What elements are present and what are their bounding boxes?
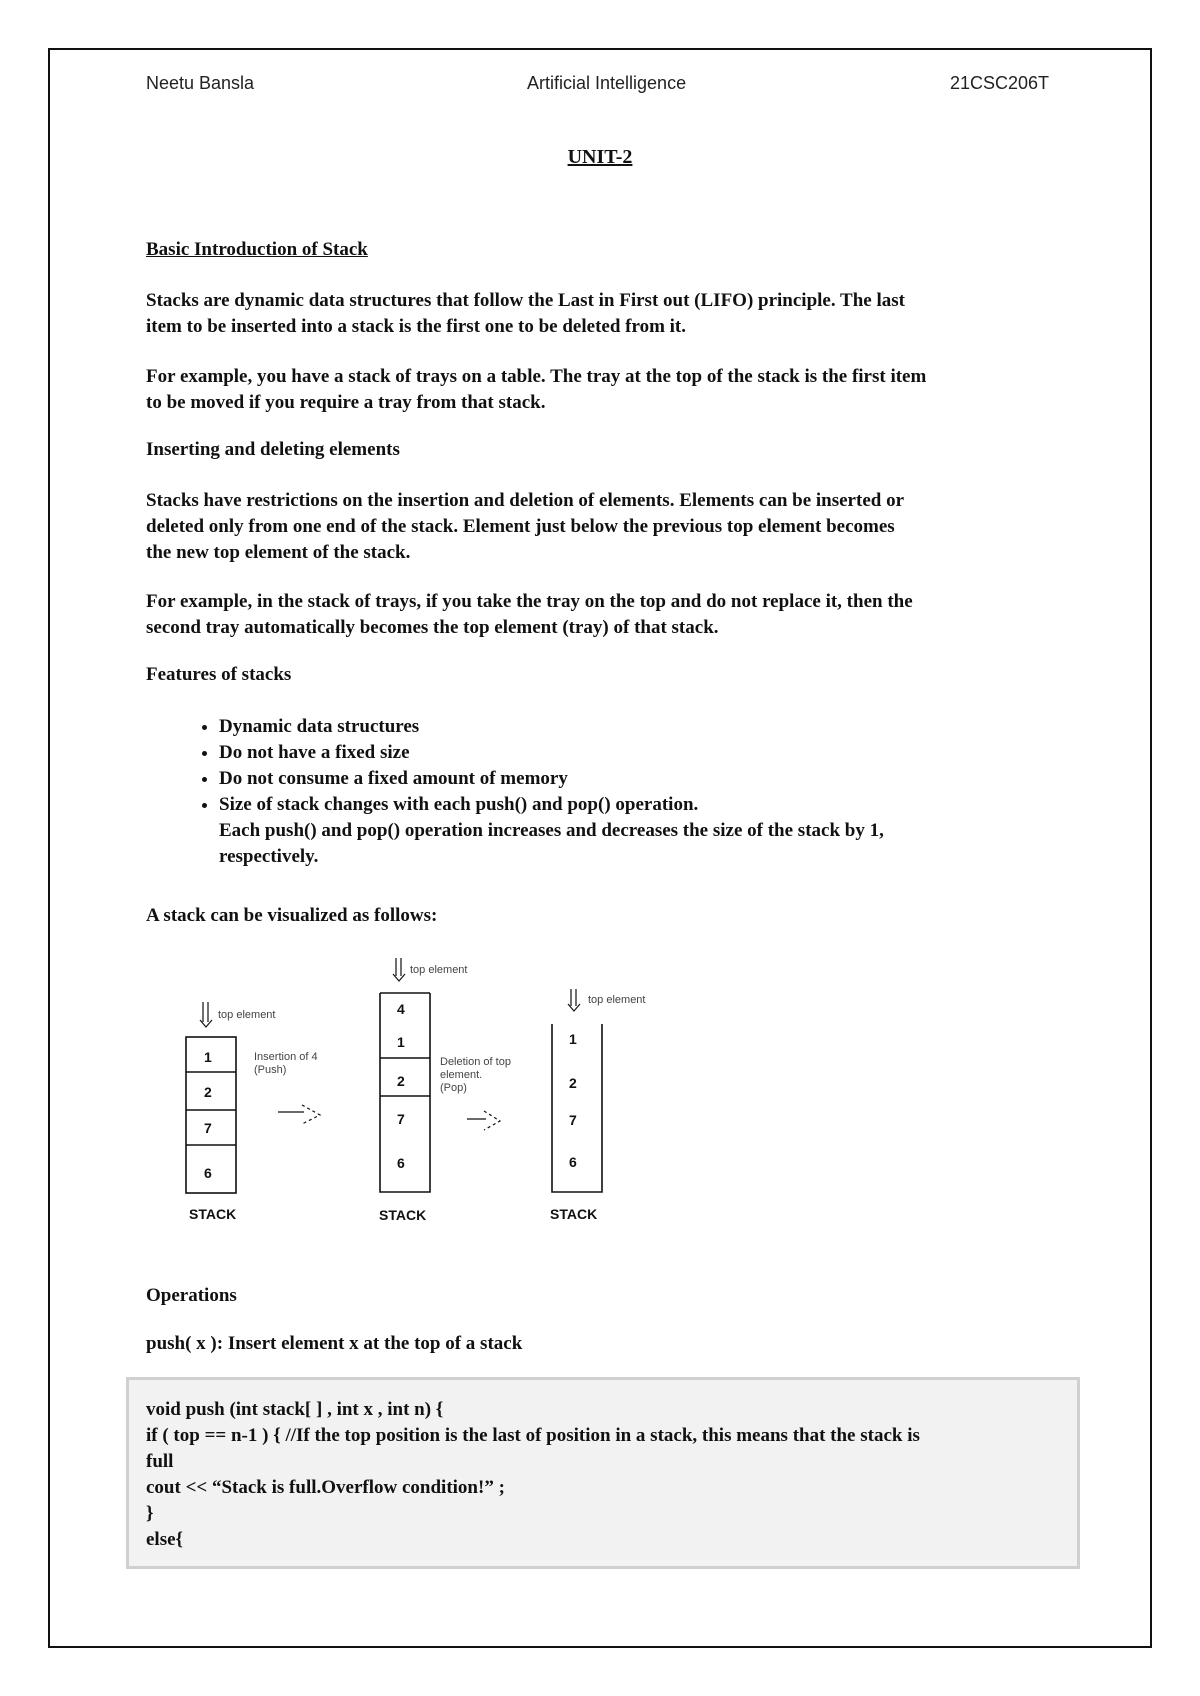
list-item: • Dynamic data structures xyxy=(219,714,1119,740)
insertion-note: (Push) xyxy=(254,1064,287,1076)
paragraph-restrictions xyxy=(146,488,1066,566)
paragraph-line: second tray automatically becomes the top element (tray) of that stack. xyxy=(146,617,719,638)
right-arrow-icon xyxy=(278,1105,500,1130)
stack3-cell: 6 xyxy=(569,1154,577,1170)
stack3-cell: 7 xyxy=(569,1112,577,1128)
stack3-cell: 2 xyxy=(569,1075,577,1091)
header-course-code: 21CSC206T xyxy=(950,73,1050,93)
stack1-cell: 1 xyxy=(204,1049,212,1065)
paragraph-line: the new top element of the stack. xyxy=(146,542,411,563)
stack1-cell: 7 xyxy=(204,1120,212,1136)
paragraph-line: Stacks are dynamic data structures that follow the Last in First out (LIFO) principle. The last xyxy=(146,290,905,311)
stack2-cell: 6 xyxy=(397,1155,405,1171)
list-item: • Do not consume a fixed amount of memory xyxy=(219,766,1119,792)
visualize-intro: A stack can be visualized as follows: xyxy=(146,905,438,926)
list-item xyxy=(219,792,1119,870)
paragraph-line: For example, you have a stack of trays on a table. The tray at the top of the stack is the first item xyxy=(146,366,927,387)
paragraph-tray-example xyxy=(146,364,1066,416)
top-label: top element xyxy=(218,1009,276,1021)
stack1-label: STACK xyxy=(189,1206,237,1222)
stack-diagram xyxy=(170,940,770,1240)
code-line: if ( top == n-1 ) { //If the top position is the last of position in a stack, this means that the stack is xyxy=(146,1425,920,1446)
paragraph-line: to be moved if you require a tray from that stack. xyxy=(146,392,546,413)
stack3-cell: 1 xyxy=(569,1031,577,1047)
top-label: top element xyxy=(588,994,646,1006)
stack2-cell: 1 xyxy=(397,1034,405,1050)
paragraph-line: Stacks have restrictions on the insertion and deletion of elements. Elements can be inserted or xyxy=(146,490,905,511)
stack2-cell: 4 xyxy=(397,1001,405,1017)
stack2-cell: 7 xyxy=(397,1111,405,1127)
code-line: cout << “Stack is full.Overflow condition!” ; xyxy=(146,1477,505,1498)
features-list xyxy=(146,714,1119,870)
push-description: push( x ): Insert element x at the top of a stack xyxy=(146,1333,523,1354)
code-line: } xyxy=(146,1503,154,1524)
stack3-label: STACK xyxy=(550,1206,598,1222)
list-item-text: • Size of stack changes with each push() and pop() operation. xyxy=(219,794,699,815)
section-heading: Basic Introduction of Stack xyxy=(146,239,368,260)
stack1-cell: 6 xyxy=(204,1165,212,1181)
header-author: Neetu Bansla xyxy=(146,73,255,93)
paragraph-line: For example, in the stack of trays, if you take the tray on the top and do not replace it, then the xyxy=(146,591,913,612)
code-line: full xyxy=(146,1451,174,1472)
heading-features: Features of stacks xyxy=(146,664,292,685)
stack2-cell: 2 xyxy=(397,1073,405,1089)
stack1-cell: 2 xyxy=(204,1084,212,1100)
deletion-note: element. xyxy=(440,1069,483,1081)
paragraph-line: deleted only from one end of the stack. Element just below the previous top element becomes xyxy=(146,516,895,537)
code-line: void push (int stack[ ] , int x , int n) { xyxy=(146,1399,444,1420)
deletion-note: Deletion of top xyxy=(440,1056,511,1068)
list-item-continuation: Each push() and pop() operation increases and decreases the size of the stack by 1, xyxy=(219,820,884,841)
list-item: • Do not have a fixed size xyxy=(219,740,1119,766)
heading-operations: Operations xyxy=(146,1285,237,1306)
deletion-note: (Pop) xyxy=(440,1082,467,1094)
code-line: else{ xyxy=(146,1529,184,1550)
unit-title: UNIT-2 xyxy=(567,146,633,168)
top-label: top element xyxy=(410,964,468,976)
paragraph-second-tray xyxy=(146,589,1066,641)
paragraph-lifo xyxy=(146,288,1066,340)
stack2-label: STACK xyxy=(379,1207,427,1223)
header-subject: Artificial Intelligence xyxy=(527,73,687,93)
heading-inserting: Inserting and deleting elements xyxy=(146,439,400,460)
list-item-continuation: respectively. xyxy=(219,846,319,867)
insertion-note: Insertion of 4 xyxy=(254,1051,318,1063)
paragraph-line: item to be inserted into a stack is the first one to be deleted from it. xyxy=(146,316,686,337)
stack3-box xyxy=(552,1024,602,1192)
stack2-box xyxy=(380,993,430,1192)
